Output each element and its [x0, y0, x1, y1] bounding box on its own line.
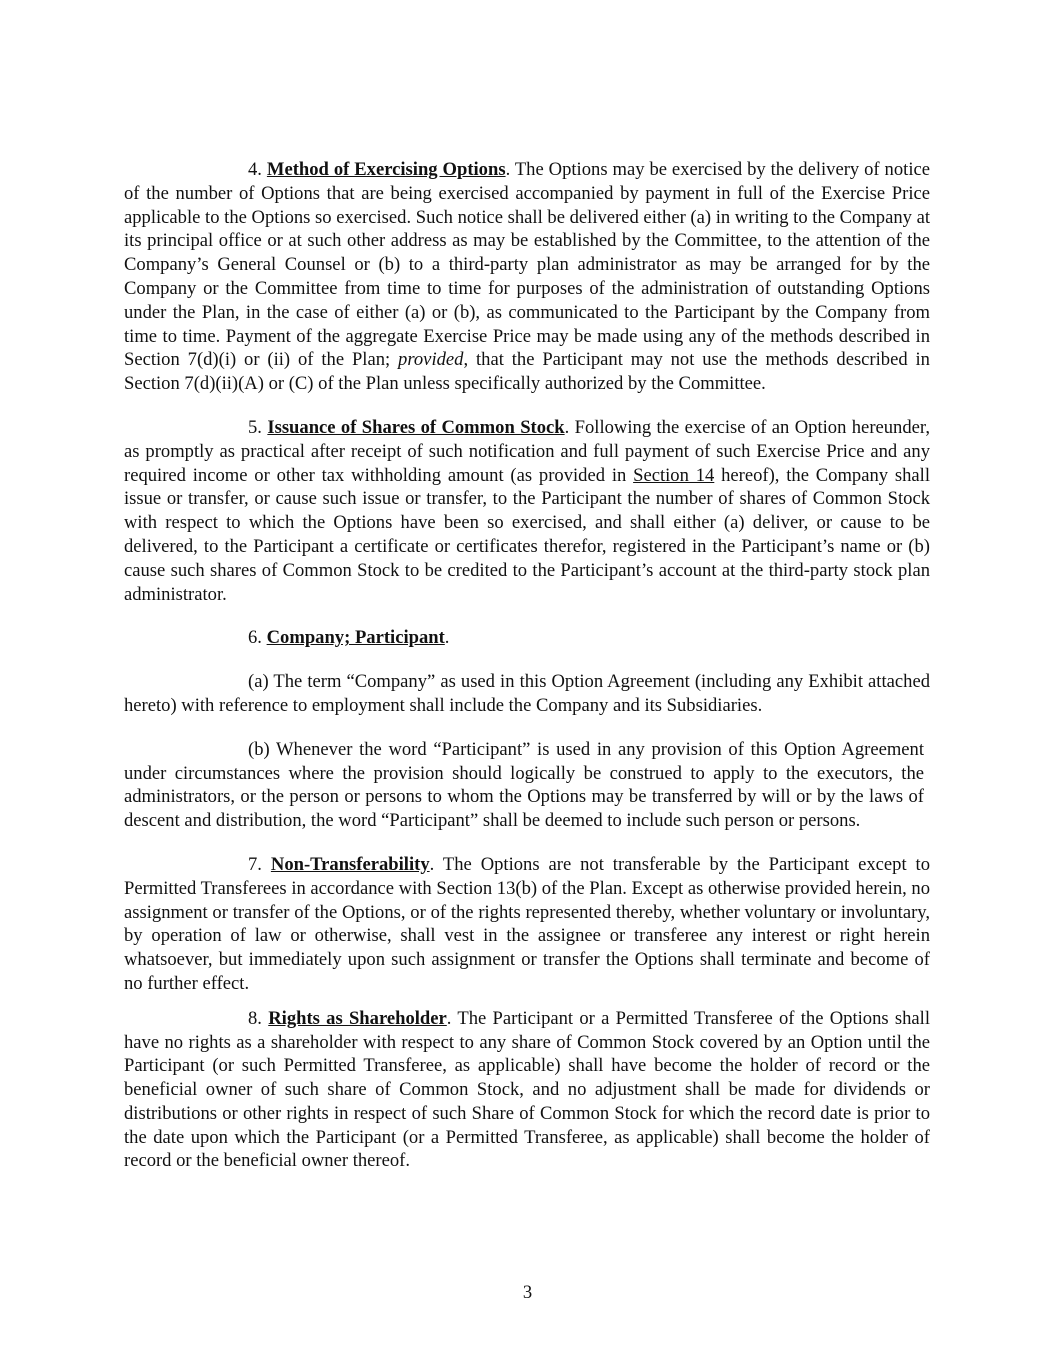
section-4-italic: provided — [398, 349, 464, 371]
section-7-number: 7. — [248, 853, 262, 875]
section-4-heading: Method of Exercising Options — [266, 159, 506, 180]
section-7-heading: Non-Transferability — [270, 853, 430, 875]
section-5-number: 5. — [248, 416, 262, 438]
section-6-heading-end: . — [444, 627, 450, 649]
section-4-number: 4. — [248, 159, 262, 180]
section-4-text-2: , that the Participant may not use the methods described in Section 7(d)(ii)(A) or (C) of the Plan unless specifically authorized by the Committee. — [124, 349, 930, 395]
section-5-heading: Issuance of Shares of Common Stock — [267, 416, 565, 438]
section-6-number: 6. — [248, 627, 262, 649]
section-7-text: . The Options are not transferable by the Participant except to Permitted Transferees in accordance with Section 13(b) of the Plan. Except as otherwise provided herein, no assignment or transfer of the Options, or of the rights represented thereby, whether voluntary or involuntary, by operation of law or otherwise, shall vest in the assignee or transferee any interest or right herein whatsoever, but immediately upon such assignment or transfer the Options shall terminate and become of no further effect. — [124, 853, 931, 994]
section-4-paragraph — [124, 158, 930, 396]
section-5-text-1: . Following the exercise of an Option hereunder, as promptly as practical after receipt of such notification and full payment of such Exercise Price and any required income or other tax withholding amount (as provided in — [124, 416, 930, 486]
section-6-heading-paragraph — [124, 626, 930, 650]
section-6b-paragraph: (b) Whenever the word “Participant” is used in any provision of this Option Agreement under circumstances where the provision should logically be construed to apply to the executors, the administrators, or the person or persons to whom the Options may be transferred by will or by the laws of descent and distribution, the word “Participant” shall be deemed to include such person or persons. — [124, 738, 924, 832]
section-14-reference: Section 14 — [633, 464, 715, 486]
section-8-text: . The Participant or a Permitted Transferee of the Options shall have no rights as a shareholder with respect to any share of Common Stock covered by an Option until the Participant (or such Permitted Transferee, as applicable) shall have become the holder of record or the beneficial owner of such share of Common Stock, and no adjustment shall be made for dividends or distributions or other rights in respect of such Share of Common Stock for which the record date is prior to the date upon which the Participant (or a Permitted Transferee, as applicable) shall become the holder of record or the beneficial owner thereof. — [124, 1007, 930, 1172]
section-8-number: 8. — [248, 1007, 262, 1029]
section-4-text-1: . The Options may be exercised by the delivery of notice of the number of Options that are being exercised accompanied by payment in full of the Exercise Price applicable to the Options so exercised. Such notice shall be delivered either (a) in writing to the Company at its principal office or at such other address as may be established by the Committee, to the attention of the Company’s General Counsel or (b) to a third-party plan administrator as may be arranged for by the Company or the Committee from time to time for purposes of the administration of outstanding Options under the Plan, in the case of either (a) or (b), as communicated to the Participant by the Company from time to time. Payment of the aggregate Exercise Price may be made using any of the methods described in Section 7(d)(i) or (ii) of the Plan; — [124, 159, 931, 371]
section-6-heading: Company; Participant — [266, 627, 445, 649]
section-8-heading: Rights as Shareholder — [268, 1007, 447, 1029]
section-5-text-2: hereof), the Company shall issue or transfer, or cause such issue or transfer, to the Participant the number of shares of Common Stock with respect to which the Options have been so exercised, and shall either (a) deliver, or cause to be delivered, to the Participant a certificate or certificates therefor, registered in the Participant’s name or (b) cause such shares of Common Stock to be credited to the Participant’s account at the third-party stock plan administrator. — [124, 464, 931, 605]
document-body — [124, 158, 930, 1193]
page-number: 3 — [522, 1282, 533, 1303]
section-7-paragraph — [124, 853, 930, 996]
section-6a-paragraph: (a) The term “Company” as used in this Option Agreement (including any Exhibit attached hereto) with reference to employment shall include the Company and its Subsidiaries. — [124, 671, 930, 716]
section-8-paragraph — [124, 1007, 930, 1174]
section-5-paragraph — [124, 416, 930, 606]
